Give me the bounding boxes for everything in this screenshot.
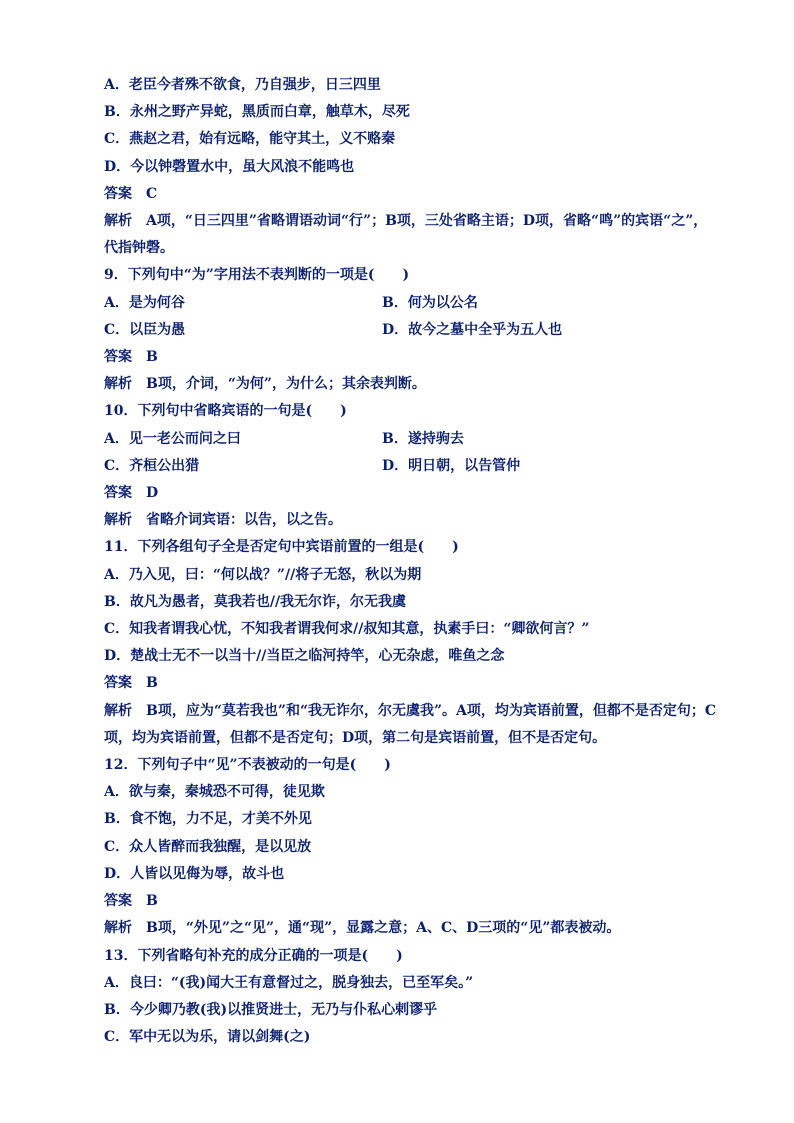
question-12: 12．下列句子中“见”不表被动的一句是( ) — [104, 757, 391, 774]
document-content — [104, 72, 724, 1051]
option-d-prev: D．今以钟磬置水中，虽大风浪不能鸣也 — [104, 158, 355, 175]
question-10-option-b: B．遂持驹去 — [382, 430, 464, 447]
question-11-option-c: C．知我者谓我心忧，不知我者谓我何求//叔知其意，执素手曰：“卿欲何言？” — [104, 621, 590, 638]
question-9: 9．下列句中“为”字用法不表判断的一项是( ) — [104, 267, 410, 284]
question-10-options-row1 — [104, 426, 724, 453]
question-12-option-b: B．食不饱，力不足，才美不外见 — [104, 811, 312, 828]
question-13: 13．下列省略句补充的成分正确的一项是( ) — [104, 947, 403, 964]
question-10: 10．下列句中省略宾语的一句是( ) — [104, 403, 347, 420]
question-12-option-c: C．众人皆醉而我独醒，是以见放 — [104, 838, 312, 855]
answer-12: 答案 B — [104, 893, 158, 910]
question-9-option-a: A．是为何谷 — [104, 294, 185, 311]
question-9-options-row2 — [104, 317, 724, 344]
question-11: 11．下列各组句子全是否定句中宾语前置的一组是( ) — [104, 539, 459, 556]
question-10-option-c: C．齐桓公出猎 — [104, 457, 200, 474]
answer-prev: 答案 C — [104, 185, 158, 202]
question-9-option-d: D．故今之墓中全乎为五人也 — [382, 321, 563, 338]
analysis-prev-line2: 代指钟磬。 — [104, 240, 174, 257]
question-9-options-row1 — [104, 290, 724, 317]
question-10-option-d: D．明日朝，以告管仲 — [382, 457, 521, 474]
analysis-prev-line1: 解析 A项，“日三四里”省略谓语动词“行”；B项，三处省略主语；D项，省略“鸣”的宾语“之”， — [104, 213, 708, 230]
question-13-option-c: C．军中无以为乐，请以剑舞(之) — [104, 1029, 311, 1046]
analysis-11-line1: 解析 B项，应为“莫若我也”和“我无诈尔，尔无虞我”。A项，均为宾语前置，但都不是否定句；C — [104, 702, 717, 719]
question-12-option-d: D．人皆以见侮为辱，故斗也 — [104, 865, 285, 882]
question-13-option-b: B．今少卿乃教(我)以推贤进士，无乃与仆私心剌谬乎 — [104, 1001, 438, 1018]
option-b-prev: B．永州之野产异蛇，黑质而白章，触草木，尽死 — [104, 104, 410, 121]
question-9-option-b: B．何为以公名 — [382, 294, 478, 311]
question-12-option-a: A．欲与秦，秦城恐不可得，徒见欺 — [104, 784, 325, 801]
question-11-option-b: B．故凡为愚者，莫我若也//我无尔诈，尔无我虞 — [104, 593, 407, 610]
question-9-option-c: C．以臣为愚 — [104, 321, 186, 338]
analysis-9: 解析 B项，介词，“为何”，为什么；其余表判断。 — [104, 376, 426, 393]
option-a-prev: A．老臣今者殊不欲食，乃自强步，日三四里 — [104, 77, 381, 93]
analysis-12: 解析 B项，“外见”之“见”，通“现”，显露之意；A、C、D三项的“见”都表被动。 — [104, 920, 621, 937]
question-10-options-row2 — [104, 453, 724, 480]
question-10-option-a: A．见一老公而问之曰 — [104, 430, 241, 447]
option-c-prev: C．燕赵之君，始有远略，能守其土，义不赂秦 — [104, 131, 396, 148]
analysis-10: 解析 省略介词宾语：以告，以之告。 — [104, 512, 342, 529]
answer-9: 答案 B — [104, 349, 158, 366]
answer-11: 答案 B — [104, 675, 158, 692]
question-11-option-d: D．楚战士无不一以当十//当臣之临河持竿，心无杂虑，唯鱼之念 — [104, 648, 505, 665]
analysis-11-line2: 项，均为宾语前置，但都不是否定句；D项，第二句是宾语前置，但不是否定句。 — [104, 729, 607, 746]
question-11-option-a: A．乃入见，曰：“何以战？”//将子无怒，秋以为期 — [104, 566, 422, 583]
answer-10: 答案 D — [104, 485, 159, 502]
question-13-option-a: A．良曰：“(我)闻大王有意督过之，脱身独去，已至军矣。” — [104, 974, 474, 991]
